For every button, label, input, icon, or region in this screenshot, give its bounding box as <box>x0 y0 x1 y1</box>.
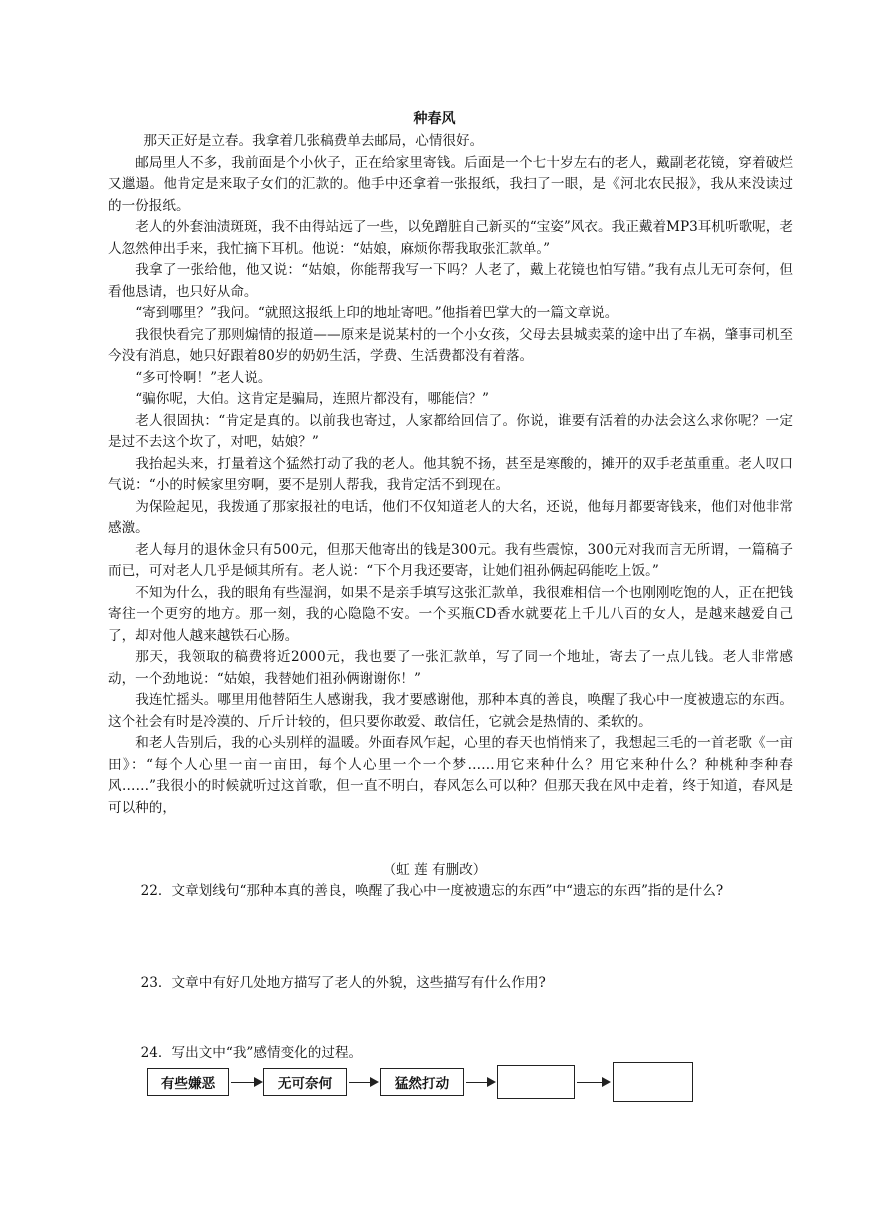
paragraph: 老人每月的退休金只有500元，但那天他寄出的钱是300元。我有些震惊，300元对我而言无所谓，一篇稿子而已，可对老人几乎是倾其所有。老人说：“下个月我还要寄，让她们祖孙俩起码能吃上饭。” <box>108 541 793 579</box>
flow-answer-box-2[interactable] <box>613 1062 693 1102</box>
question-text: 23．文章中有好几处地方描写了老人的外貌，这些描写有什么作用? <box>140 975 546 991</box>
flow-box-2: 无可奈何 <box>263 1068 347 1096</box>
question-23 <box>108 972 793 995</box>
flow-box-3: 猛然打动 <box>380 1068 464 1096</box>
paragraph: 我拿了一张给他，他又说：“姑娘，你能帮我写一下吗？人老了，戴上花镜也怕写错。”我有点儿无可奈何，但看他恳请，也只好从命。 <box>108 262 793 300</box>
question-text: 24．写出文中“我”感情变化的过程。 <box>140 1045 363 1061</box>
paragraph: 邮局里人不多，我前面是个小伙子，正在给家里寄钱。后面是一个七十岁左右的老人，戴副老花镜，穿着破烂又邋遢。他肯定是来取子女们的汇款的。他手中还拿着一张报纸，我扫了一眼，是《河北农民报》，我从来没读过的一份报纸。 <box>108 154 793 214</box>
paragraph: 老人很固执：“肯定是真的。以前我也寄过，人家都给回信了。你说，谁要有活着的办法会这么求你呢？一定是过不去这个坎了，对吧，姑娘？” <box>108 412 793 450</box>
paragraph: 我连忙摇头。哪里用他替陌生人感谢我，我才要感谢他，那种本真的善良，唤醒了我心中一度被遗忘的东西。这个社会有时是冷漠的、斤斤计较的，但只要你敢爱、敢信任，它就会是热情的、柔软的。 <box>108 692 793 730</box>
paragraph: “寄到哪里？”我问。“就照这报纸上印的地址寄吧。”他指着巴掌大的一篇文章说。 <box>135 305 619 321</box>
article-body <box>108 131 793 819</box>
paragraph: 那天，我领取的稿费将近2000元，我也要了一张汇款单，写了同一个地址，寄去了一点儿钱。老人非常感动，一个劲地说：“姑娘，我替她们祖孙俩谢谢你！” <box>108 649 793 687</box>
question-text: 22．文章划线句“那种本真的善良，唤醒了我心中一度被遗忘的东西”中“遗忘的东西”指的是什么? <box>140 883 724 899</box>
paragraph: 和老人告别后，我的心头别样的温暖。外面春风乍起，心里的春天也悄悄来了，我想起三毛的一首老歌《一亩田》：“每个人心里一亩一亩田，每个人心里一个一个梦……用它来种什么？用它来种什么？种桃种李种春风……”我很小的时候就听过这首歌，但一直不明白，春风怎么可以种？但那天我在风中走着，终于知道，春风是可以种的， <box>108 735 793 816</box>
paragraph: “骗你呢，大伯。这肯定是骗局，连照片都没有，哪能信？” <box>135 391 489 407</box>
flow-answer-box-1[interactable] <box>497 1065 575 1099</box>
flow-arrow-icon <box>577 1082 609 1083</box>
emotion-flowchart <box>147 1062 707 1106</box>
paragraph: 那天正好是立春。我拿着几张稿费单去邮局，心情很好。 <box>143 133 484 149</box>
flow-arrow-icon <box>231 1082 261 1083</box>
paragraph: 不知为什么，我的眼角有些湿润，如果不是亲手填写这张汇款单，我很难相信一个也刚刚吃饱的人，正在把钱寄往一个更穷的地方。那一刻，我的心隐隐不安。一个买瓶CD香水就要花上千儿八百的女人，是越来越爱自己了，却对他人越来越铁石心肠。 <box>108 584 793 644</box>
paragraph: 我抬起头来，打量着这个猛然打动了我的老人。他其貌不扬，甚至是寒酸的，摊开的双手老茧重重。老人叹口气说：“小的时候家里穷啊，要不是别人帮我，我肯定活不到现在。 <box>108 455 793 493</box>
flow-arrow-icon <box>349 1082 377 1083</box>
question-22 <box>108 880 793 903</box>
flow-arrow-icon <box>466 1082 494 1083</box>
article-source: （虹 莲 有删改） <box>382 862 487 878</box>
paragraph: 我很快看完了那则煽情的报道——原来是说某村的一个小女孩，父母去县城卖菜的途中出了车祸，肇事司机至今没有消息，她只好跟着80岁的奶奶生活，学费、生活费都没有着落。 <box>108 326 793 364</box>
paragraph: 老人的外套油渍斑斑，我不由得站远了一些，以免蹭脏自己新买的“宝姿”风衣。我正戴着MP3耳机听歌呢，老人忽然伸出手来，我忙摘下耳机。他说：“姑娘，麻烦你帮我取张汇款单。” <box>108 219 793 257</box>
flow-box-1: 有些嫌恶 <box>147 1068 229 1096</box>
paragraph: 为保险起见，我拨通了那家报社的电话，他们不仅知道老人的大名，还说，他每月都要寄钱来，他们对他非常感激。 <box>108 498 793 536</box>
article-title: 种春风 <box>413 111 456 127</box>
paragraph: “多可怜啊！”老人说。 <box>135 369 272 386</box>
